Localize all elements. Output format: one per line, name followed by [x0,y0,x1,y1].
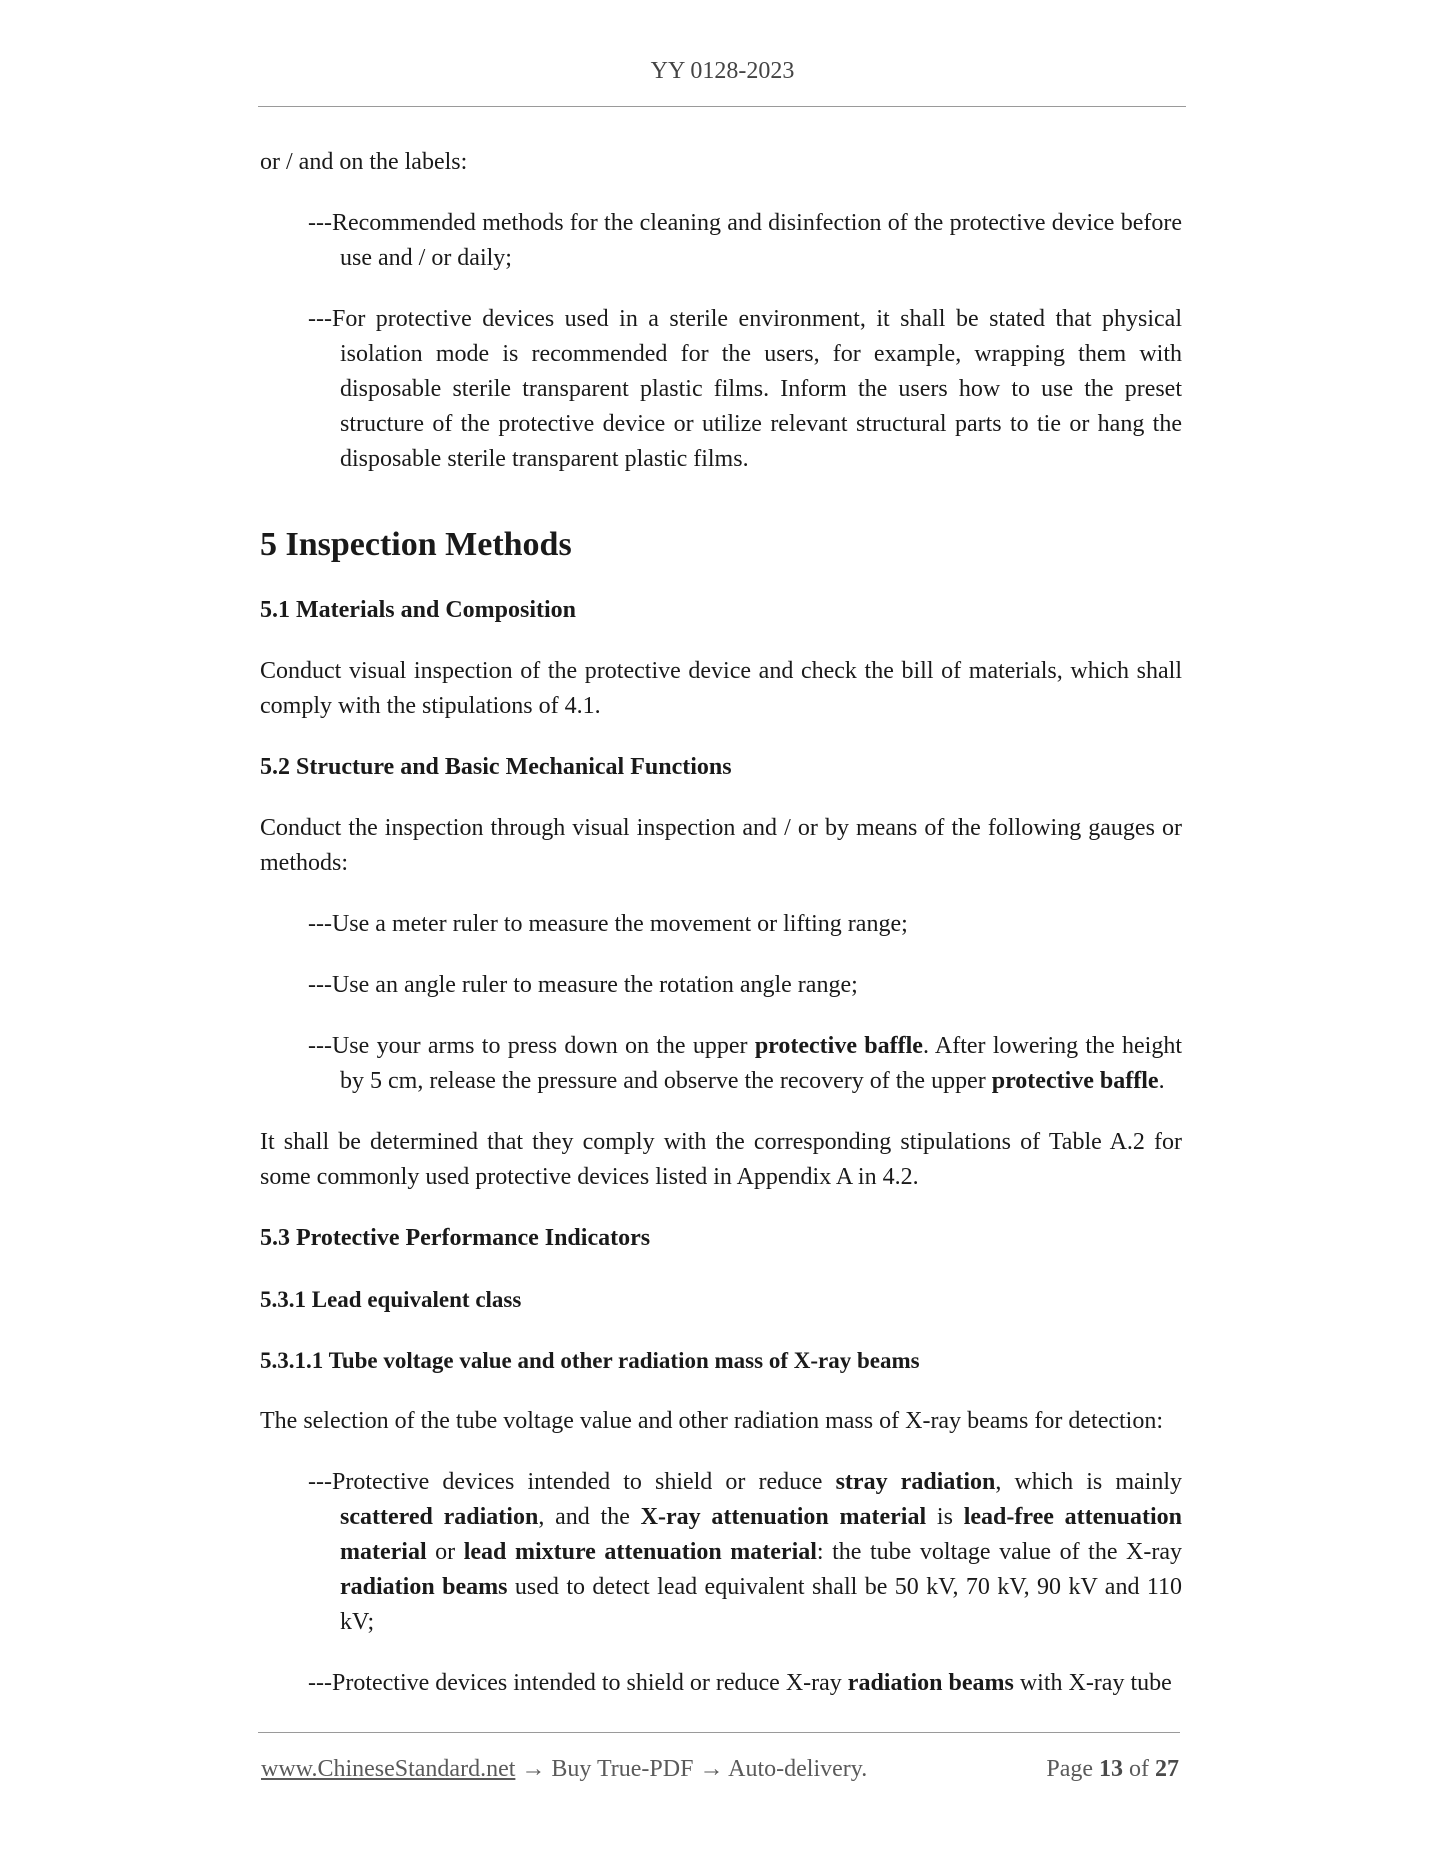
term-lead-free-attenuation: lead-free attenuation material [340,1504,1182,1565]
footer-promo [261,1752,867,1786]
list-item-cleaning: ---Recommended methods for the cleaning and disinfection of the protective device before use and / or daily; [308,210,1182,271]
total-pages: 27 [1155,1756,1179,1782]
list-item-meter-ruler: ---Use a meter ruler to measure the movement or lifting range; [308,911,908,937]
section-heading-5-3-1: 5.3.1 Lead equivalent class [260,1287,522,1312]
paragraph-5-1: Conduct visual inspection of the protective device and check the bill of materials, which shall comply with the stipulations of 4.1. [260,658,1182,719]
arrow-icon: → [515,1756,552,1782]
document-body [260,145,1182,1727]
paragraph-5-2-conclusion: It shall be determined that they comply with the corresponding stipulations of Table A.2 for some commonly used protective devices listed in Appendix A in 4.2. [260,1129,1182,1190]
intro-paragraph: or / and on the labels: [260,149,468,175]
term-radiation-beams: radiation beams [340,1574,508,1600]
auto-delivery-text: Auto-delivery. [728,1756,868,1782]
list-item-angle-ruler: ---Use an angle ruler to measure the rotation angle range; [308,972,858,998]
paragraph-5-3-1-1: The selection of the tube voltage value and other radiation mass of X-ray beams for detection: [260,1408,1164,1434]
list-item-press-baffle: ---Use your arms to press down on the upper protective baffle. After lowering the height by 5 cm, release the pressure and observe the recovery of the upper protective baffle. [308,1033,1183,1094]
buy-pdf-text: Buy True-PDF [551,1756,694,1782]
term-radiation-beams: radiation beams [847,1670,1014,1696]
term-stray-radiation: stray radiation [835,1469,996,1495]
paragraph-5-2: Conduct the inspection through visual inspection and / or by means of the following gauges or methods: [260,815,1182,876]
running-header: YY 0128-2023 [650,58,795,84]
list-item-sterile: ---For protective devices used in a sterile environment, it shall be stated that physical isolation mode is recommended for the users, for example, wrapping them with disposable sterile transparent plastic films. Inform the users how to use the preset structure of the protective device or utilize relevant structural parts to tie or hang the disposable sterile transparent plastic films. [308,306,1182,472]
list-item-radiation-beams: ---Protective devices intended to shield or reduce X-ray radiation beams with X-ray tube [308,1670,1172,1696]
footer-divider [258,1732,1180,1733]
term-protective-baffle: protective baffle [991,1068,1159,1094]
list-item-stray-radiation: ---Protective devices intended to shield or reduce stray radiation, which is mainly scattered radiation, and the X-ray attenuation material is lead-free attenuation material or lead mixture attenuation material: the tube voltage value of the X-ray radiation beams used to detect lead equivalent shall be 50 kV, 70 kV, 90 kV and 110 kV; [308,1469,1182,1635]
term-xray-attenuation-material: X-ray attenuation material [640,1504,927,1530]
section-heading-5: 5 Inspection Methods [260,526,572,563]
arrow-icon: → [693,1756,729,1782]
term-scattered-radiation: scattered radiation [340,1504,539,1530]
header-divider [258,106,1186,107]
term-lead-mixture-attenuation: lead mixture attenuation material [463,1539,817,1565]
section-heading-5-3-1-1: 5.3.1.1 Tube voltage value and other radiation mass of X-ray beams [260,1348,920,1373]
page-number: Page 13 of 27 [1046,1756,1179,1782]
term-protective-baffle: protective baffle [754,1033,923,1059]
current-page: 13 [1099,1756,1123,1782]
section-heading-5-1: 5.1 Materials and Composition [260,597,577,623]
website-link[interactable]: www.ChineseStandard.net [261,1756,516,1782]
section-heading-5-3: 5.3 Protective Performance Indicators [260,1225,651,1251]
section-heading-5-2: 5.2 Structure and Basic Mechanical Functions [260,754,732,780]
